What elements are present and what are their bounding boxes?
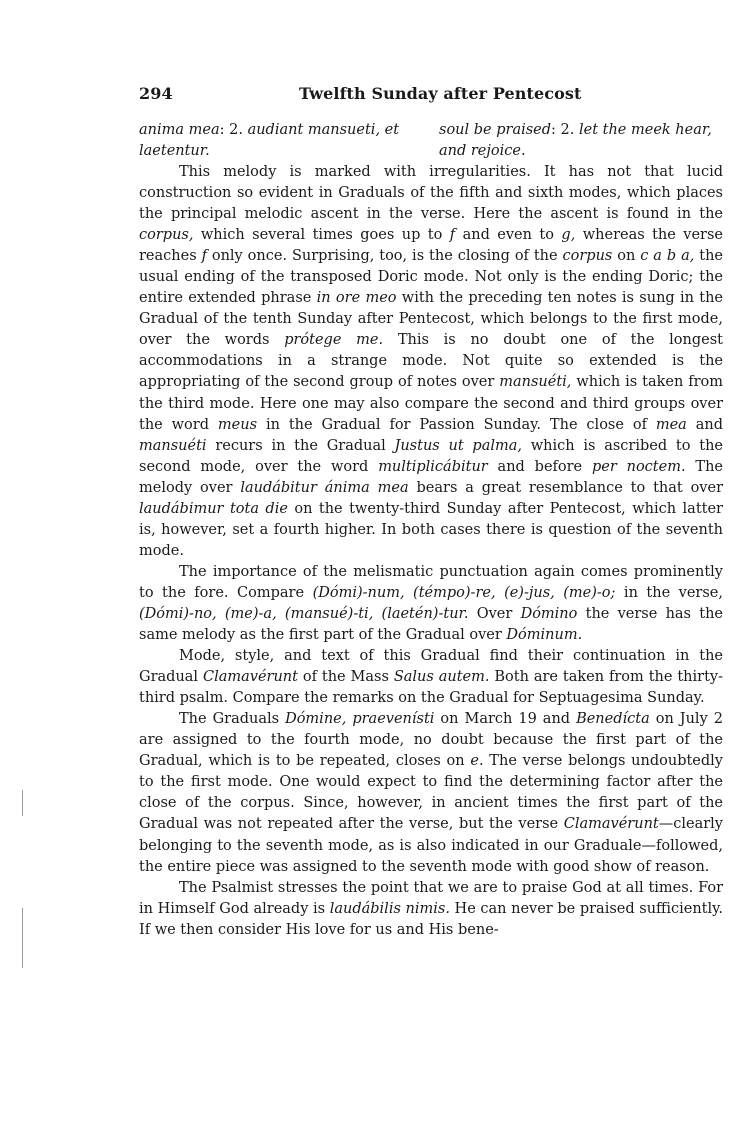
english-column: soul be praised: 2. let the meek hear, and rejoice. — [439, 122, 712, 159]
margin-mark — [22, 908, 23, 968]
latin-text: anima mea — [139, 122, 220, 138]
running-header — [139, 84, 723, 108]
paragraph-melody: This melody is marked with irregularities. It has not that lucid construction so evident in Graduals of the fifth and sixth modes, which places the principal melodic ascent in the verse. Here the ascent is found in the corpus, which several times goes up to f and even to g, whereas the verse reaches f only once. Surprising, too, is the closing of the corpus on c a b a, the usual ending of the transposed Doric mode. Not only is the ending Doric; the entire extended phrase in ore meo with the preceding ten notes is sung in the Gradual of the tenth Sunday after Pentecost, which belongs to the first mode, over the words prótege me. This is no doubt one of the longest accommodations in a strange mode. Not quite so extended is the appropriating of the second group of notes over mansuéti, which is taken from the third mode. Here one may also compare the second and third groups over the word meus in the Gradual for Passion Sunday. The close of mea and mansuéti recurs in the Gradual Justus ut palma, which is ascribed to the second mode, over the word multiplicábitur and before per noctem. The melody over laudábitur ánima mea bears a great resemblance to that over laudábimur tota die on the twenty-third Sunday after Pentecost, which latter is, however, set a fourth higher. In both cases there is question of the seventh mode. — [139, 164, 724, 559]
translation-columns — [139, 120, 723, 162]
english-text: soul be praised — [439, 122, 552, 138]
book-page — [139, 84, 723, 941]
running-title: Twelfth Sunday after Pentecost — [299, 84, 582, 103]
paragraph-psalmist: The Psalmist stresses the point that we are to praise God at all times. For in Himself God already is laudábilis nimis. He can never be praised sufficiently. If we then consider His love for us and His bene- — [139, 879, 723, 938]
paragraph-punctuation: The importance of the melismatic punctuation again comes prominently to the fore. Compare (Dómi)-num, (témpo)-re, (e)-jus, (me)-o; in the verse, (Dómi)-no, (me)-a, (mansué)-ti, (laetén)-tur. Over Dómino the verse has the same melody as the first part of the Gradual over Dóminum. — [139, 563, 723, 644]
paragraph-mode-style: Mode, style, and text of this Gradual find their continuation in the Gradual Clamavérunt of the Mass Salus autem. Both are taken from the thirty-third psalm. Compare the remarks on the Gradual for Septuagesima Sunday. — [139, 648, 724, 707]
page-number: 294 — [139, 84, 173, 103]
latin-column: anima mea: 2. audiant mansueti, et laetentur. — [139, 122, 400, 159]
paragraph-graduals: The Graduals Dómine, praevenísti on March 19 and Benedícta on July 2 are assigned to the fourth mode, no doubt because the first part of the Gradual, which is to be repeated, closes on e. The verse belongs undoubtedly to the first mode. One would expect to find the determining factor after the close of the corpus. Since, however, in ancient times the first part of the Gradual was not repeated after the verse, but the verse Clamavérunt—clearly belonging to the seventh mode, as is also indicated in our Graduale—followed, the entire piece was assigned to the seventh mode with good show of reason. — [139, 711, 723, 875]
margin-mark — [22, 790, 23, 816]
